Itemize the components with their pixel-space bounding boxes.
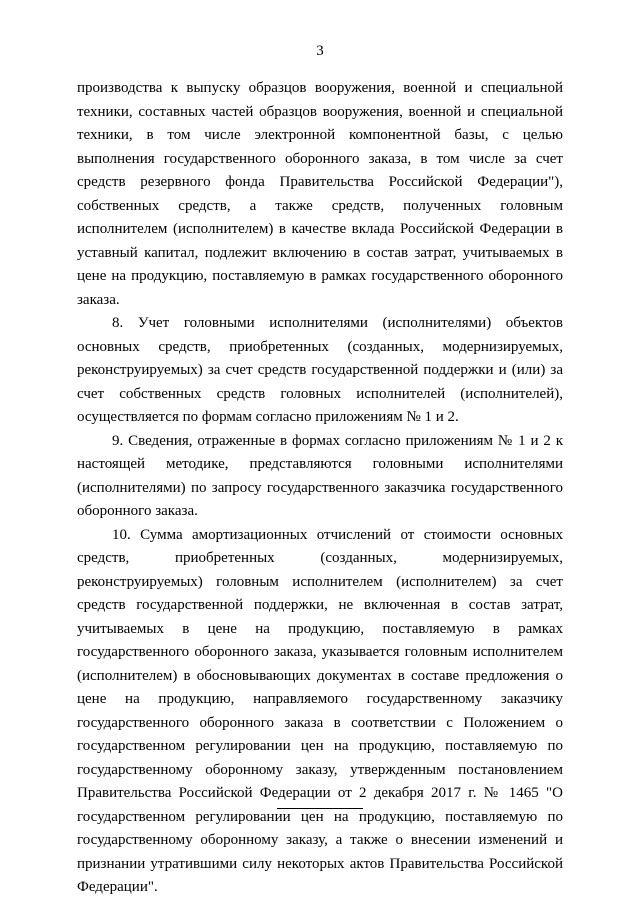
- paragraph-item-9: 9. Сведения, отраженные в формах согласно приложениям № 1 и 2 к настоящей методике, представляются головными исполнителями (исполнителями) по запросу государственного заказчика государственного оборонного заказа.: [77, 432, 563, 519]
- paragraph-item-10: 10. Сумма амортизационных отчислений от стоимости основных средств, приобретенных (созданных, модернизируемых, реконструируемых) головным исполнителем (исполнителем) за счет средств государственной поддержки, не включенная в состав затрат, учитываемых в цене на продукцию, поставляемую в рамках государственного оборонного заказа, указывается головным исполнителем (исполнителем) в обосновывающих документах в составе предложения о цене на продукцию, направляемого государственному заказчику государственного оборонного заказа в соответствии с Положением о государственном регулировании цен на продукцию, поставляемую по государственному оборонному заказу, утвержденным постановлением Правительства Российской Федерации от 2 декабря 2017 г. № 1465 "О государственном регулировании цен на продукцию, поставляемую по государственному оборонному заказу, а также о внесении изменений и признании утратившими силу некоторых актов Правительства Российской Федерации".: [77, 526, 563, 895]
- page-number: 3: [316, 43, 324, 59]
- end-of-document-rule: [277, 808, 363, 809]
- document-body: [77, 77, 563, 900]
- paragraph-item-8: 8. Учет головными исполнителями (исполнителями) объектов основных средств, приобретенных (созданных, модернизируемых, реконструируемых) за счет средств государственной поддержки и (или) за счет собственных средств головных исполнителей (исполнителей), осуществляется по формам согласно приложениям № 1 и 2.: [77, 315, 563, 425]
- paragraph-continuation: производства к выпуску образцов вооружения, военной и специальной техники, составных частей образцов вооружения, военной и специальной техники, в том числе электронной компонентной базы, с целью выполнения государственного оборонного заказа, в том числе за счет средств резервного фонда Правительства Российской Федерации"), собственных средств, а также средств, полученных головным исполнителем (исполнителем) в качестве вклада Российской Федерации в уставный капитал, подлежит включению в состав затрат, учитываемых в цене на продукцию, поставляемую в рамках государственного оборонного заказа.: [77, 80, 563, 308]
